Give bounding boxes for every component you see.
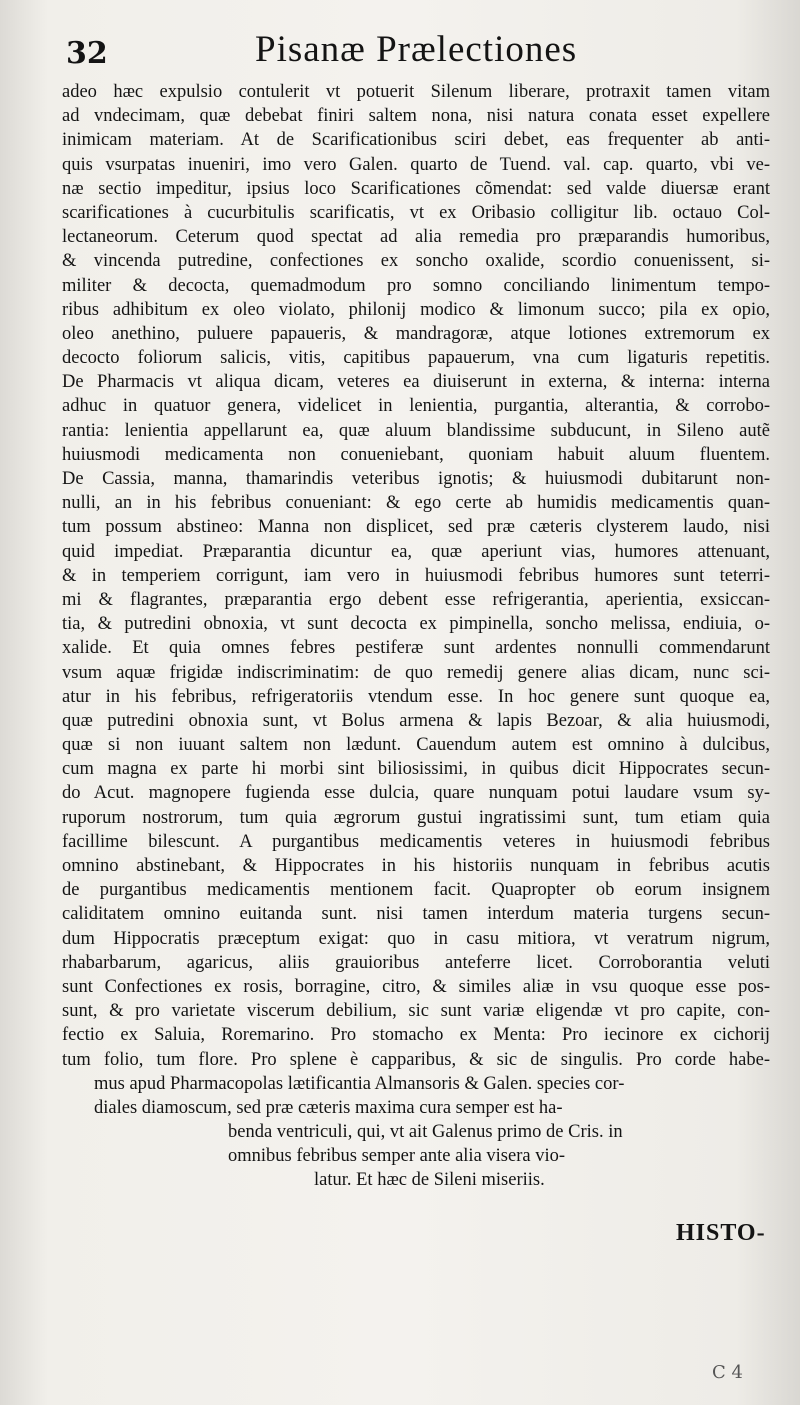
text-line: & vincenda putredine, confectiones ex soncho oxalide, scordio conuenissent, si- [62,251,770,272]
text-line: quis vsurpatas inueniri, imo vero Galen. quarto de Tuend. val. cap. quarto, vbi ve- [62,154,770,175]
text-line: ribus adhibitum ex oleo violato, philonij modico & limonum succo; pila ex opio, [62,299,770,320]
text-line: cum magna ex parte hi morbi sint biliosissimi, in quibus dicit Hippocrates secun- [62,759,770,780]
text-line: decocto foliorum salicis, vitis, capitibus papauerum, vna cum ligaturis repetitis. [62,348,770,369]
signature-mark: C 4 [712,1362,743,1383]
text-line: oleo anethino, puluere papaueris, & mandragoræ, atque lotiones extremorum ex [62,323,770,344]
text-line: vsum aquæ frigidæ indiscriminatim: de quo remedij genere alias dicam, nunc sci- [62,662,770,683]
text-line: quæ si non iuuant saltem non lædunt. Cauendum autem est omnino à dulcibus, [62,735,770,756]
text-line: adhuc in quatuor genera, videlicet in lenientia, purgantia, alterantia, & corrobo- [62,396,770,417]
text-line: quid impediat. Præparantia dicuntur ea, quæ aperiunt vias, humores attenuant, [62,541,770,562]
text-line: caliditatem omnino euitanda sunt. nisi tamen interdum materia turgens secun- [62,904,770,925]
page-number: 32 [66,36,108,71]
text-line: benda ventriculi, qui, vt ait Galenus primo de Cris. in [228,1122,623,1143]
text-line: rhabarbarum, agaricus, aliis grauioribus anteferre licet. Corroborantia veluti [62,952,770,973]
text-line: facillime bilescunt. A purgantibus medicamentis veteres in huiusmodi febribus [62,831,770,852]
text-line: atur in his febribus, refrigeratoriis vtendum esse. In hoc genere sunt quoque ea, [62,686,770,707]
text-line: tia, & putredini obnoxia, vt sunt decocta ex pimpinella, soncho melissa, endiuia, o- [62,614,770,635]
text-line: huiusmodi medicamenta non conueniebant, quoniam habuit aluum fluentem. [62,444,770,465]
text-line: omnino abstinebant, & Hippocrates in his historiis nunquam in febribus acutis [62,856,770,876]
main-text-block [62,80,770,1193]
text-line: De Cassia, manna, thamarindis veteribus ignotis; & huiusmodi dubitarunt non- [62,469,770,489]
text-line: tum folio, tum flore. Pro splene è capparibus, & sic de singulis. Pro corde habe- [62,1049,770,1070]
text-line: militer & decocta, quemadmodum pro somno conciliando linimentum tempo- [62,275,770,296]
text-line: xalide. Et quia omnes febres pestiferæ sunt ardentes nonnulli commendarunt [62,638,770,659]
text-line: adeo hæc expulsio contulerit vt potuerit Silenum liberare, protraxit tamen vitam [62,82,770,102]
text-line: fectio ex Saluia, Roremarino. Pro stomacho ex Menta: Pro iecinore ex cichorij [62,1025,770,1046]
text-line: latur. Et hæc de Sileni miseriis. [314,1170,545,1191]
text-line: næ sectio impeditur, ipsius loco Scarificationes cõmendat: sed valde diuersæ erant [62,178,770,199]
text-line: quæ putredini obnoxia sunt, vt Bolus armena & lapis Bezoar, & alia huiusmodi, [62,710,770,731]
text-line: rantia: lenientia appellarunt ea, quæ aluum blandissime subducunt, in Sileno autẽ [62,420,770,441]
text-line: ad vndecimam, quæ debebat finiri saltem nona, nisi natura conata esset expellere [62,106,770,127]
text-line: sunt, & pro varietate viscerum debilium, sic sunt variæ eligendæ vt pro capite, con- [62,1001,770,1022]
text-line: sunt Confectiones ex rosis, borragine, citro, & similes aliæ in vsu quoque esse pos- [62,976,770,997]
text-line: diales diamoscum, sed præ cæteris maxima cura semper est ha- [94,1097,563,1118]
running-head-title: Pisanæ Prælectiones [255,29,578,70]
text-line: mus apud Pharmacopolas lætificantia Almansoris & Galen. species cor- [94,1073,625,1094]
text-line: lectaneorum. Ceterum quod spectat ad alia remedia pro præparandis humoribus, [62,227,770,248]
text-line: tum possum abstineo: Manna non displicet, sed præ cæteris clysterem laudo, nisi [62,517,770,538]
text-line: nulli, an in his febribus conueniant: & ego certe ab humidis medicamentis quan- [62,493,770,514]
text-line: & in temperiem corrigunt, iam vero in huiusmodi febribus humores sunt teterri- [62,565,770,586]
text-line: ruporum nostrorum, tum quia ægrorum gustui ingratissimi sunt, tum etiam quia [62,807,770,828]
text-line: dum Hippocratis præceptum exigat: quo in casu mitiora, vt veratrum nigrum, [62,928,770,949]
text-line: inimicam materiam. At de Scarificationibus sciri debet, eas frequenter ab anti- [62,130,770,151]
catchword: HISTO- [676,1220,766,1246]
text-line: mi & flagrantes, præparantia ergo debent esse refrigerantia, aperientia, exsiccan- [62,589,770,610]
text-line: omnibus febribus semper ante alia visera vio- [228,1146,566,1167]
text-line: De Pharmacis vt aliqua dicam, veteres ea diuiserunt in externa, & interna: interna [62,372,770,393]
text-line: do Acut. magnopere fugienda esse dulcia, quare nunquam potui laudare vsum sy- [62,783,770,804]
text-line: scarificationes à cucurbitulis scarificatis, vt ex Oribasio colligitur lib. octauo Col- [62,202,770,223]
text-line: de purgantibus medicamentis mentionem facit. Quapropter ob eorum insignem [62,880,770,901]
